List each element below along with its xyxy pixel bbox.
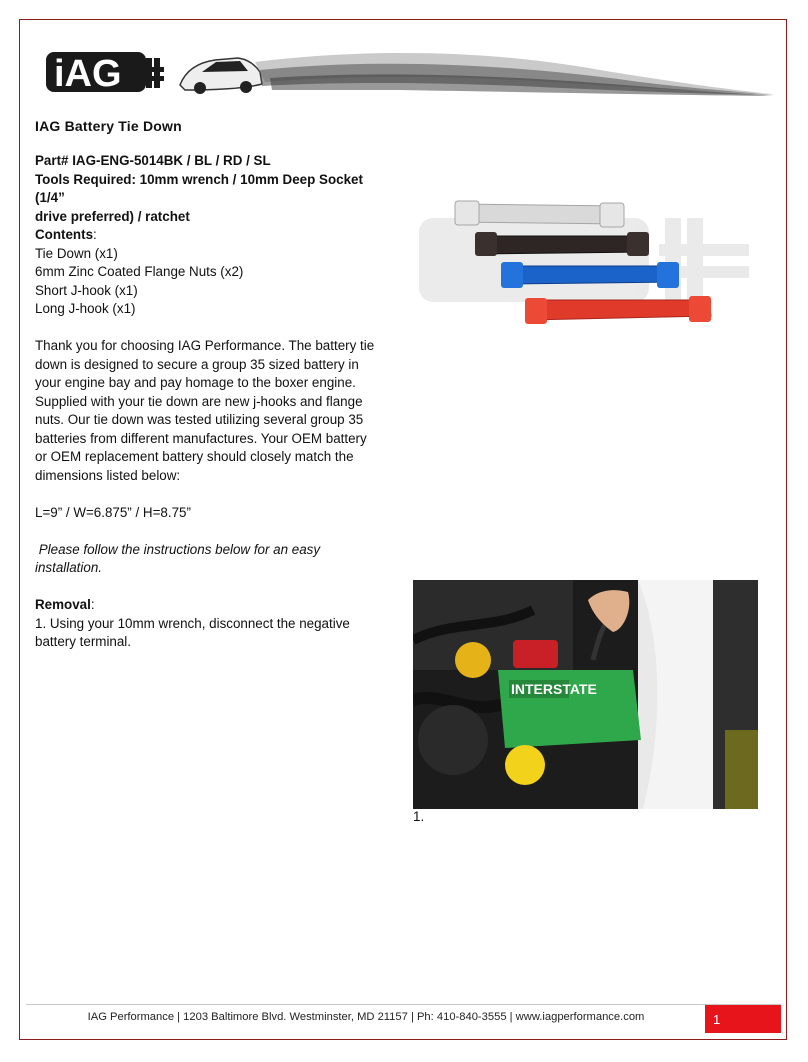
tie-down-black <box>475 232 649 256</box>
removal-label: Removal <box>35 597 91 612</box>
dimensions: L=9” / W=6.875” / H=8.75” <box>35 504 191 520</box>
tie-down-red <box>525 296 711 324</box>
battery-label: INTERSTATE <box>511 681 597 697</box>
part-number: Part# IAG-ENG-5014BK / BL / RD / SL <box>35 153 271 168</box>
body-text <box>35 152 395 652</box>
logo-text: iAG <box>54 53 122 95</box>
instruction-note: Please follow the instructions below for an easy <box>35 541 321 557</box>
intro-line: Supplied with your tie down are new j-hooks and flange <box>35 393 363 409</box>
intro-line: batteries from different manufactures. Your OEM battery <box>35 430 367 446</box>
contents-heading <box>35 226 395 245</box>
page-number: 1 <box>705 1005 781 1033</box>
swoosh-decoration <box>255 53 774 96</box>
document-title: IAG Battery Tie Down <box>35 118 182 134</box>
contents-label: Contents <box>35 227 94 242</box>
iag-logo <box>46 52 164 95</box>
contents-colon: : <box>93 227 97 242</box>
tools-required-line-1: Tools Required: 10mm wrench / 10mm Deep Socket (1/4” <box>35 171 363 205</box>
car-icon <box>180 58 262 94</box>
footer-divider <box>26 1004 781 1005</box>
intro-line: dimensions listed below: <box>35 467 181 483</box>
engine-bay-photo <box>413 580 758 809</box>
contents-item: Long J-hook (x1) <box>35 301 136 316</box>
tie-down-product-image <box>415 196 755 346</box>
removal-heading <box>35 596 395 615</box>
intro-line: nuts. Our tie down was tested utilizing several group 35 <box>35 412 364 427</box>
removal-step-1-cont: battery terminal. <box>35 634 132 649</box>
removal-colon: : <box>90 597 95 612</box>
intro-line: your engine bay and pay homage to the boxer engine. <box>35 375 356 390</box>
intro-line: down is designed to secure a group 35 sized battery in <box>35 356 359 372</box>
contents-item: Tie Down (x1) <box>35 245 118 261</box>
tools-required-line-2: drive preferred) / ratchet <box>35 208 190 224</box>
footer-contact: IAG Performance | 1203 Baltimore Blvd. Westminster, MD 21157 | Ph: 410-840-3555 | www.iagperformance.com <box>87 1011 645 1023</box>
watermark-logo <box>419 218 749 302</box>
contents-item: 6mm Zinc Coated Flange Nuts (x2) <box>35 264 244 279</box>
header-banner <box>40 40 780 110</box>
photo-caption: 1. <box>413 809 425 824</box>
intro-line: Thank you for choosing IAG Performance. The battery tie <box>35 338 375 353</box>
contents-item: Short J-hook (x1) <box>35 282 138 298</box>
removal-step-1: 1. Using your 10mm wrench, disconnect the negative <box>35 615 350 631</box>
intro-line: or OEM replacement battery should closely match the <box>35 449 354 464</box>
instruction-note: installation. <box>35 560 102 575</box>
